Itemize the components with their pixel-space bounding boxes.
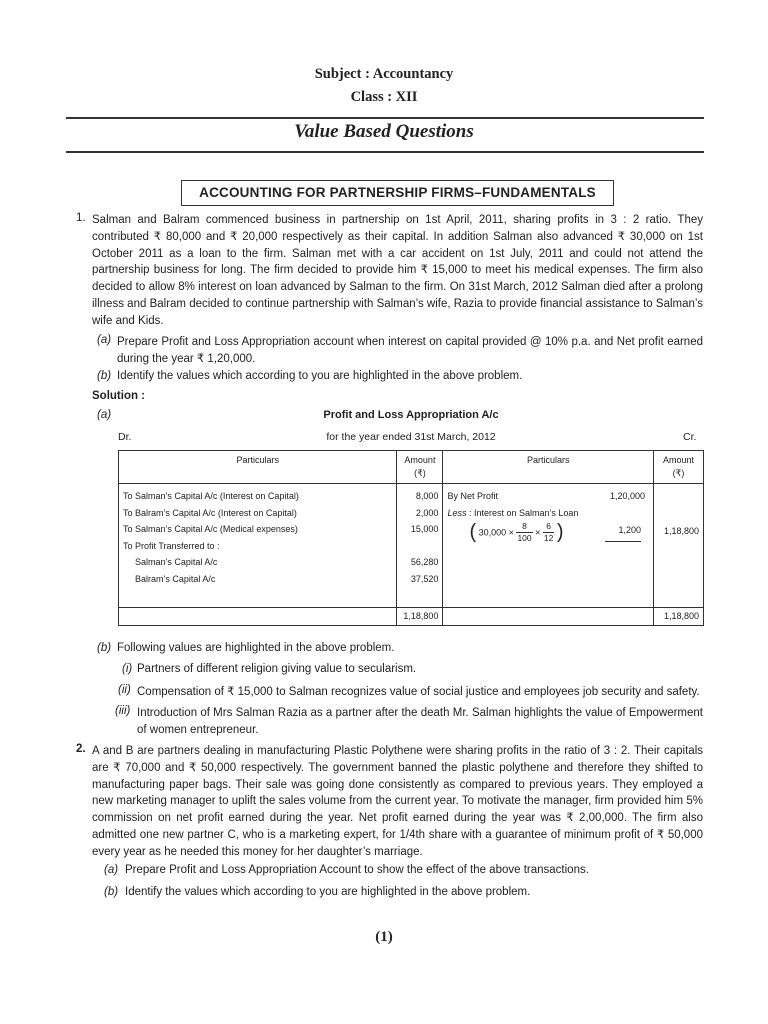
- account-total-row: [119, 608, 704, 626]
- subject-heading: Subject : Accountancy: [314, 66, 454, 82]
- q2-part-a-text: Prepare Profit and Loss Appropriation Account to show the effect of the above transactions.: [125, 864, 589, 876]
- fraction-period: $\frac{6}{12}$: [543, 521, 554, 544]
- credit-amounts: [654, 484, 704, 608]
- value-item-label: (iii): [115, 705, 131, 717]
- cr-label: Cr.: [683, 431, 697, 443]
- fraction-rate: $\frac{8}{100}$: [517, 521, 532, 544]
- net-profit-label: By Net Profit: [447, 491, 498, 501]
- class-heading: Class : XII: [350, 89, 418, 105]
- debit-item: To Salman’s Capital A/c (Medical expenses): [123, 524, 298, 535]
- net-profit-amount: 1,20,000: [609, 491, 646, 501]
- debit-item: To Salman’s Capital A/c (Interest on Capital): [123, 491, 299, 501]
- solution-label: Solution :: [92, 390, 146, 402]
- value-item-text: Introduction of Mrs Salman Razia as a partner after the death Mr. Salman highlights the value of Empowerment of women entrepreneur.: [137, 707, 703, 736]
- debit-amount: 8,000: [415, 491, 439, 501]
- value-item-text: Compensation of ₹ 15,000 to Salman recognizes value of social justice and employees job security and safety.: [137, 686, 700, 698]
- debit-particulars-header: Particulars: [119, 451, 397, 484]
- q1-part-b-label: (b): [97, 370, 112, 382]
- less-text: : Interest on Salman’s Loan: [468, 507, 579, 518]
- less-label: Less: [447, 507, 467, 518]
- credit-particulars-header: Particulars: [443, 451, 654, 484]
- value-item-label: (ii): [118, 684, 131, 696]
- total-blank-right: [443, 608, 654, 626]
- q1-number: 1.: [76, 212, 86, 224]
- times-sign: ×: [535, 527, 541, 538]
- credit-amount-header: Amount (₹): [654, 451, 704, 484]
- q1-text: Salman and Balram commenced business in partnership on 1st April, 2011, sharing profits in 3 : 2 ratio. They contributed ₹ 80,000 and ₹ 20,000 respectively as their capital. In addition Salman also advanced ₹ 30,000 on 1st October 2011 as a loan to the firm. Salman met with a car accident on 1st July, 2011 and could not attend the partnership business for long. The firm decided to provide him ₹ 15,000 to meet his medical expenses. The firm also decided to allow 8% interest on loan advanced by Salman to the firm. On 31st March, 2012 Salman died after a prolong illness and Balram decided to continue partnership with Salman’s wife, Razia to provide financial assistance to Salman’s wife and Kids.: [92, 214, 703, 327]
- dr-label: Dr.: [118, 431, 132, 443]
- title-bottom-rule: [66, 151, 704, 153]
- top-rule: [66, 117, 704, 119]
- debit-item: To Balram’s Capital A/c (Interest on Capital): [123, 507, 297, 518]
- debit-total: 1,18,800: [397, 608, 443, 626]
- debit-amount-header: Amount (₹): [397, 451, 443, 484]
- account-title: Profit and Loss Appropriation A/c: [323, 409, 499, 421]
- debit-amounts: [397, 484, 443, 608]
- appropriation-account-table: [118, 450, 704, 626]
- interest-formula: [447, 521, 649, 549]
- credit-net-amount: 1,18,800: [663, 526, 699, 537]
- debit-amount: 56,280: [410, 557, 439, 568]
- page-number: (1): [375, 929, 393, 945]
- debit-amount: [401, 538, 438, 555]
- q2-part-b-text: Identify the values which according to you are highlighted in the above problem.: [125, 886, 531, 898]
- account-header-row: [119, 451, 704, 484]
- q2-part-a-label: (a): [104, 864, 119, 876]
- account-body-row: [119, 484, 704, 608]
- right-paren: ): [556, 521, 564, 544]
- debit-amount: 15,000: [410, 524, 439, 535]
- debit-item: Salman’s Capital A/c: [135, 557, 218, 568]
- q1-part-a-text: Prepare Profit and Loss Appropriation account when interest on capital provided @ 10% p.a. and Net profit earned during the year ₹ 1,20,000.: [117, 336, 703, 365]
- formula-base: 30,000 ×: [478, 527, 514, 538]
- debit-amount: 37,520: [410, 573, 439, 584]
- value-item-text: Partners of different religion giving value to secularism.: [137, 663, 417, 675]
- account-period: for the year ended 31st March, 2012: [326, 431, 496, 443]
- values-b-label: (b): [97, 642, 112, 654]
- values-intro: Following values are highlighted in the above problem.: [117, 642, 395, 654]
- debit-particulars: [119, 484, 397, 608]
- chapter-title: ACCOUNTING FOR PARTNERSHIP FIRMS–FUNDAMENTALS: [181, 180, 614, 206]
- page-title: Value Based Questions: [294, 121, 474, 142]
- credit-particulars: [443, 484, 654, 608]
- net-profit-line: [447, 488, 649, 505]
- interest-amount: 1,200: [605, 525, 641, 542]
- q1-part-b-text: Identify the values which according to you are highlighted in the above problem.: [117, 370, 523, 382]
- less-interest-line: [447, 505, 649, 522]
- debit-item: Balram’s Capital A/c: [135, 573, 216, 584]
- solution-a-label: (a): [97, 409, 112, 421]
- q2-text: A and B are partners dealing in manufacturing Plastic Polythene were sharing profits in the ratio of 3 : 2. Their capitals are ₹ 70,000 and ₹ 50,000 respectively. The government banned the plastic polythene and therefore they shifted to manufacturing paper bags. Their sale was going done consistently as compared to previous years. They employed a new marketing manager to uplift the sales volume from the current year. To motivate the manager, firm provided him 5% commission on net profit earned during the year. Net profit earned during the year was ₹ 2,00,000. The firm also admitted one new partner C, who is a marketing expert, for 1/4th share with a guarantee of minimum profit of ₹ 50,000 every year as he needed this money for her daughter’s marriage.: [92, 745, 703, 858]
- q2-number: 2.: [76, 743, 86, 755]
- left-paren: (: [469, 521, 477, 544]
- debit-item: To Profit Transferred to :: [123, 540, 220, 551]
- credit-total: 1,18,800: [654, 608, 704, 626]
- debit-amount: 2,000: [415, 507, 439, 518]
- q1-part-a-label: (a): [97, 334, 112, 346]
- total-blank-left: [119, 608, 397, 626]
- q2-part-b-label: (b): [104, 886, 119, 898]
- value-item-label: (i): [122, 663, 133, 675]
